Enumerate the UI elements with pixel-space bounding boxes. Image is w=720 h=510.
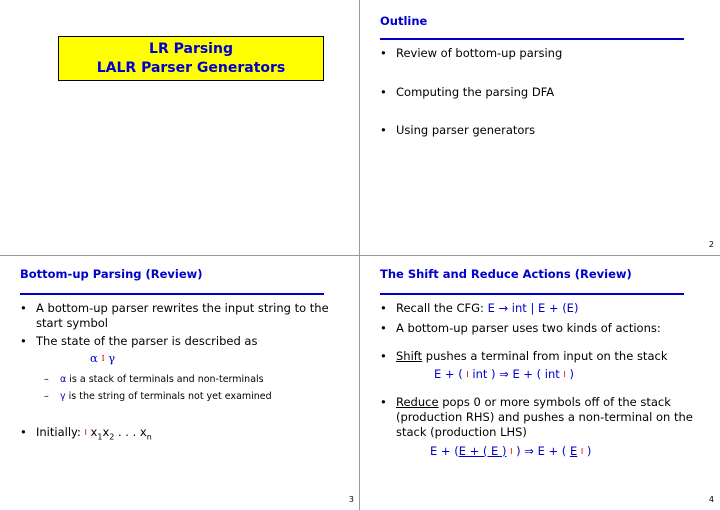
bullet-text: The state of the parser is described as — [36, 334, 258, 348]
sub-text: is a stack of terminals and non-terminals — [66, 374, 264, 385]
subscript: n — [146, 432, 152, 442]
bullet-item: • Computing the parsing DFA — [380, 85, 706, 100]
bullet-item — [20, 334, 346, 367]
grammar: E → int | E + (E) — [487, 301, 579, 315]
bullet-item: • Review of bottom-up parsing — [380, 46, 706, 61]
slide-2 — [360, 0, 720, 255]
bullet-item: • Using parser generators — [380, 123, 706, 138]
bullet-list — [20, 425, 346, 444]
reduce-example — [396, 444, 706, 460]
bullet-text: pops 0 or more symbols off of the stack (production RHS) and pushes a non-terminal on the stack (production LHS) — [396, 395, 693, 439]
sub-text: is the string of terminals not yet examined — [65, 391, 272, 402]
bullet-item — [20, 425, 346, 444]
example-text: ) ⇒ E + ( — [512, 444, 570, 458]
title-line-1: LR Parsing — [149, 40, 233, 57]
title-box — [58, 36, 324, 81]
page-number: 4 — [708, 495, 714, 504]
gamma-symbol: γ — [108, 351, 116, 365]
bar-symbol: I — [580, 447, 584, 456]
page-number: 3 — [348, 495, 354, 504]
title-line-2: LALR Parser Generators — [96, 59, 286, 76]
reduce-word: Reduce — [396, 395, 439, 409]
config-notation — [36, 351, 346, 367]
shift-word: Shift — [396, 349, 423, 363]
bullet-item: • A bottom-up parser uses two kinds of actions: — [380, 321, 706, 336]
alpha-symbol: α — [90, 351, 98, 365]
slide-title: Bottom-up Parsing (Review) — [20, 267, 203, 281]
bullet-item — [380, 395, 706, 460]
x-symbol: x — [90, 425, 98, 439]
ellipsis: . . . x — [114, 425, 147, 439]
example-text: E + ( — [434, 367, 467, 381]
bar-symbol: I — [84, 428, 87, 437]
subscript: 1 — [97, 432, 103, 442]
example-text: int ) ⇒ E + ( int — [468, 367, 564, 381]
example-text: ) — [583, 444, 592, 458]
slide-3 — [0, 255, 360, 510]
x-symbol: x — [102, 425, 110, 439]
bullet-item — [380, 349, 706, 383]
subscript: 2 — [109, 432, 115, 442]
bar-symbol: I — [101, 354, 105, 363]
sub-item — [38, 371, 338, 388]
bullet-list — [20, 301, 346, 367]
bar-symbol: I — [510, 447, 513, 456]
alpha-symbol: α — [60, 374, 67, 385]
bullet-list — [380, 301, 706, 460]
bullet-text: Recall the CFG: — [396, 301, 488, 315]
example-text: E + ( — [430, 444, 459, 458]
sub-item — [38, 388, 338, 405]
reduced-nonterminal: E — [569, 444, 578, 458]
bullet-item: • A bottom-up parser rewrites the input string to the start symbol — [20, 301, 346, 331]
sub-list — [38, 371, 338, 405]
page-number: 2 — [708, 240, 714, 249]
title-rule — [380, 38, 684, 40]
gamma-symbol: γ — [60, 391, 66, 402]
title-rule — [380, 293, 684, 295]
example-text: ) — [565, 367, 574, 381]
slide-4 — [360, 255, 720, 510]
slide-title: The Shift and Reduce Actions (Review) — [380, 267, 632, 281]
bullet-item — [380, 301, 706, 316]
bullet-text: Initially: — [36, 425, 85, 439]
bar-symbol: I — [563, 370, 566, 379]
shift-example — [396, 367, 706, 383]
bullet-text: pushes a terminal from input on the stack — [422, 349, 668, 363]
bar-symbol: I — [466, 370, 469, 379]
bullet-list — [380, 46, 706, 138]
handle-underlined: E + ( E ) — [458, 444, 507, 458]
title-rule — [20, 293, 324, 295]
slide-1 — [0, 0, 360, 255]
slide-title: Outline — [380, 14, 428, 28]
